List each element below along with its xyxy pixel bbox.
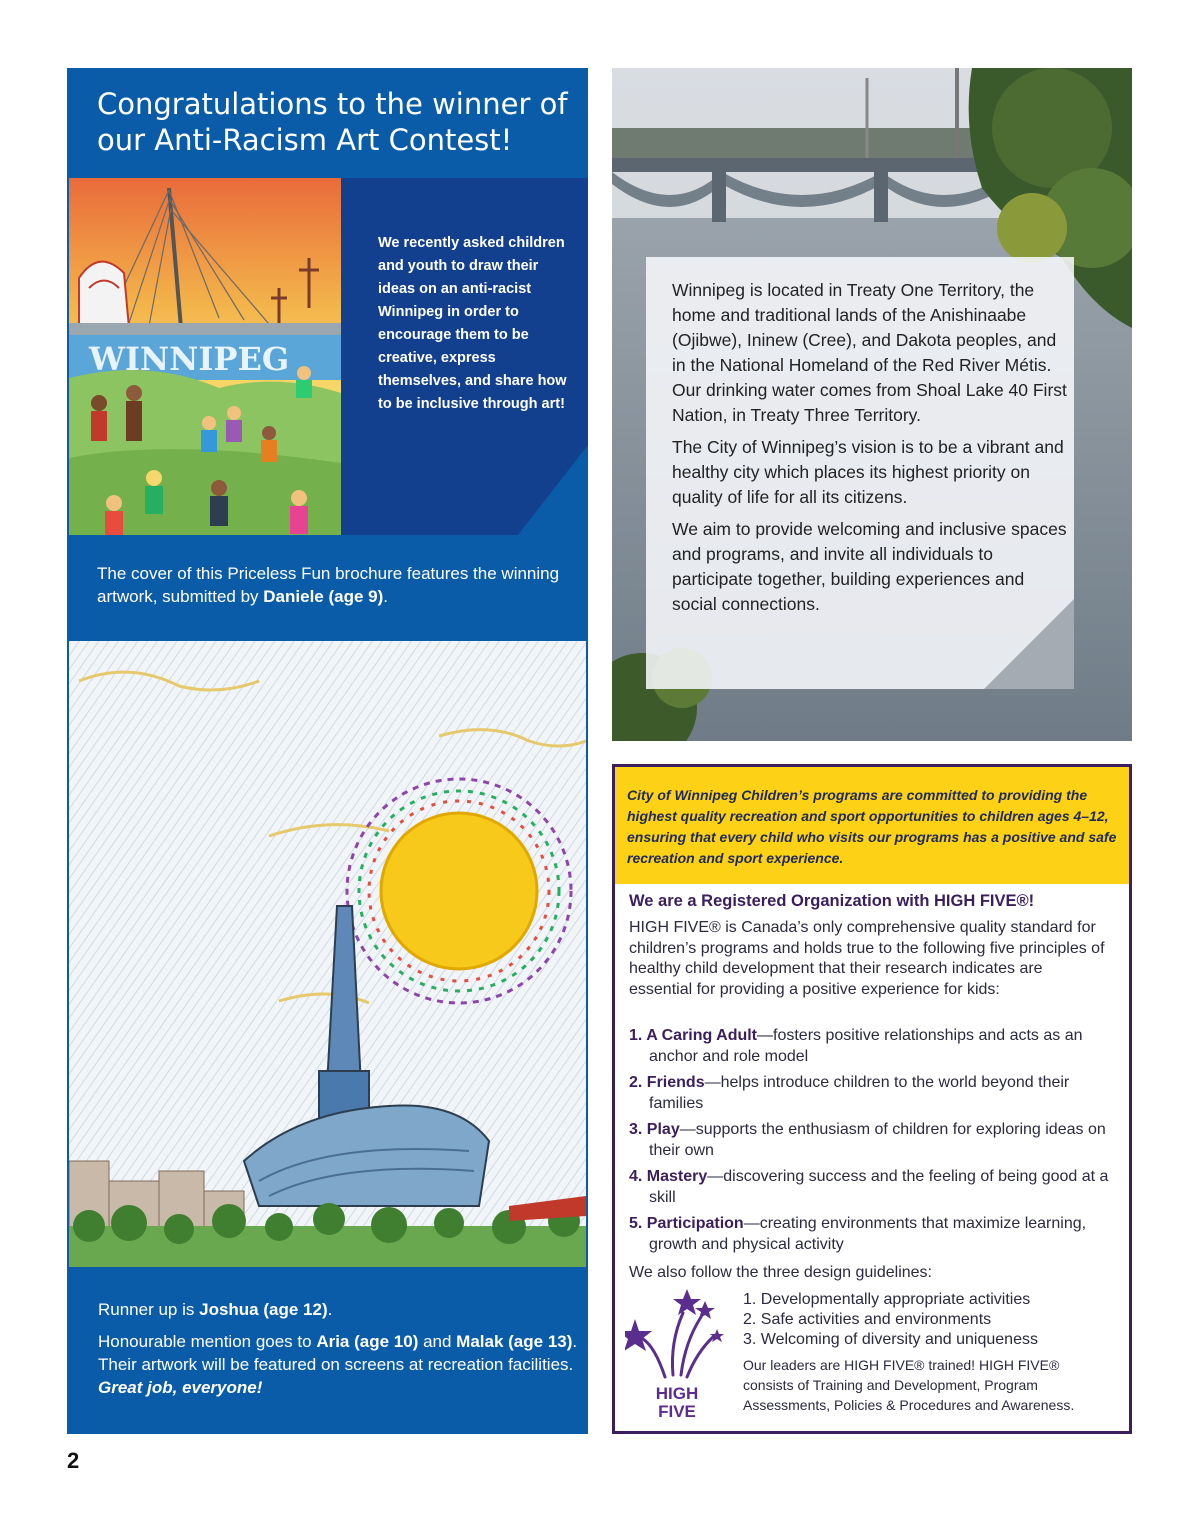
principle-term: Friends [646, 1074, 705, 1091]
principle-text: —helps introduce children to the world beyond their families [649, 1074, 1070, 1112]
contest-panel [67, 68, 588, 1434]
principle-item: 1. A Caring Adult—fosters positive relationships and acts as an anchor and role model [629, 1027, 1083, 1065]
contest-intro-box [341, 178, 588, 535]
inclusion-paragraph: We aim to provide welcoming and inclusive spaces and programs, and invite all individuals to participate together, building experiences and social connections. [672, 519, 1067, 614]
high-five-box [612, 764, 1132, 1434]
principle-text: —supports the enthusiasm of children for exploring ideas on their own [649, 1121, 1106, 1159]
principles-list [629, 1026, 1124, 1261]
principle-term: Participation [646, 1215, 744, 1232]
principle-term: Mastery [646, 1168, 708, 1185]
high-five-logo [625, 1287, 730, 1422]
honourable-suffix: . Their artwork will be featured on screens at recreation facilities. [98, 1332, 578, 1374]
principle-term: A Caring Adult [646, 1027, 758, 1044]
cover-caption [97, 562, 567, 608]
runner-up-name: Joshua (age 12) [199, 1300, 328, 1319]
principle-text: —creating environments that maximize learning, growth and physical activity [649, 1215, 1087, 1253]
cover-caption-text: The cover of this Priceless Fun brochure features the winning artwork, submitted by [97, 564, 560, 606]
decorative-corner [984, 599, 1074, 689]
runner-up-artwork-image [69, 641, 586, 1267]
principle-text: —discovering success and the feeling of being good at a skill [649, 1168, 1109, 1206]
principle-item: 2. Friends—helps introduce children to the world beyond their families [629, 1074, 1070, 1112]
commitment-banner [615, 767, 1129, 884]
vision-paragraph: The City of Winnipeg’s vision is to be a vibrant and healthy city which places its highest priority on quality of life for all its citizens. [672, 437, 1064, 507]
guideline-item: 3. Welcoming of diversity and uniqueness [743, 1331, 1038, 1348]
honourable-and: and [418, 1332, 457, 1351]
honourable-mention-line [98, 1330, 578, 1399]
closing-text: Great job, everyone! [98, 1378, 263, 1397]
cover-caption-end: . [383, 587, 389, 606]
runner-up-prefix: Runner up is [98, 1300, 200, 1319]
runner-up-suffix: . [327, 1300, 333, 1319]
contest-title: Congratulations to the winner of our Anti-Racism Art Contest! [97, 87, 568, 157]
logo-text-high: HIGH [655, 1384, 699, 1403]
treaty-paragraph: Winnipeg is located in Treaty One Territory, the home and traditional lands of the Anishinaabe (Ojibwe), Ininew (Cree), and Dakota peoples, and in the National Homeland of the Red River Métis. Our drinking water comes from Shoal Lake 40 First Nation, in Treaty Three Territory. [672, 280, 1067, 425]
principle-item: 5. Participation—creating environments that maximize learning, growth and physical activity [629, 1215, 1087, 1253]
high-five-description: HIGH FIVE® is Canada’s only comprehensive quality standard for children’s programs and holds true to the following five principles of healthy child development that their research indicates are essential for providing a positive experience for kids: [629, 919, 1105, 998]
principle-text: —fosters positive relationships and acts as an anchor and role model [649, 1027, 1083, 1065]
principle-term: Play [646, 1121, 680, 1138]
page-number: 2 [67, 1448, 80, 1473]
principle-item: 3. Play—supports the enthusiasm of children for exploring ideas on their own [629, 1121, 1106, 1159]
contest-intro-text: We recently asked children and youth to draw their ideas on an anti-racist Winnipeg in order to encourage them to be creative, express themselves, and share how to be inclusive through art! [378, 235, 567, 412]
winner-name: Daniele (age 9) [263, 587, 384, 606]
honourable-name-1: Aria (age 10) [316, 1332, 419, 1351]
honourable-name-2: Malak (age 13) [456, 1332, 573, 1351]
runner-up-line [98, 1298, 578, 1321]
logo-text-five: FIVE [658, 1402, 696, 1421]
guideline-item: 2. Safe activities and environments [743, 1311, 992, 1328]
principle-item: 4. Mastery—discovering success and the feeling of being good at a skill [629, 1168, 1109, 1206]
design-guidelines-list [743, 1290, 1038, 1350]
guideline-item: 1. Developmentally appropriate activities [743, 1291, 1031, 1308]
treaty-text [672, 278, 1067, 624]
leaders-trained-text: Our leaders are HIGH FIVE® trained! HIGH FIVE® consists of Training and Development, Program Assessments, Policies & Procedures and Awareness. [743, 1357, 1075, 1413]
guidelines-intro: We also follow the three design guidelines: [629, 1264, 932, 1281]
commitment-text: City of Winnipeg Children’s programs are committed to providing the highest quality recreation and sport opportunities to children ages 4–12, ensuring that every child who visits our programs has a positive and safe recreation and sport experience. [627, 787, 1117, 866]
decorative-wedge [518, 445, 588, 535]
honourable-prefix: Honourable mention goes to [98, 1332, 317, 1351]
winnipeg-art-text: WINNIPEG [89, 340, 290, 378]
winning-artwork-image [69, 178, 341, 535]
treaty-acknowledgement-box [646, 257, 1074, 689]
runner-up-text [98, 1298, 578, 1408]
high-five-heading: We are a Registered Organization with HIGH FIVE®! [629, 892, 1035, 910]
